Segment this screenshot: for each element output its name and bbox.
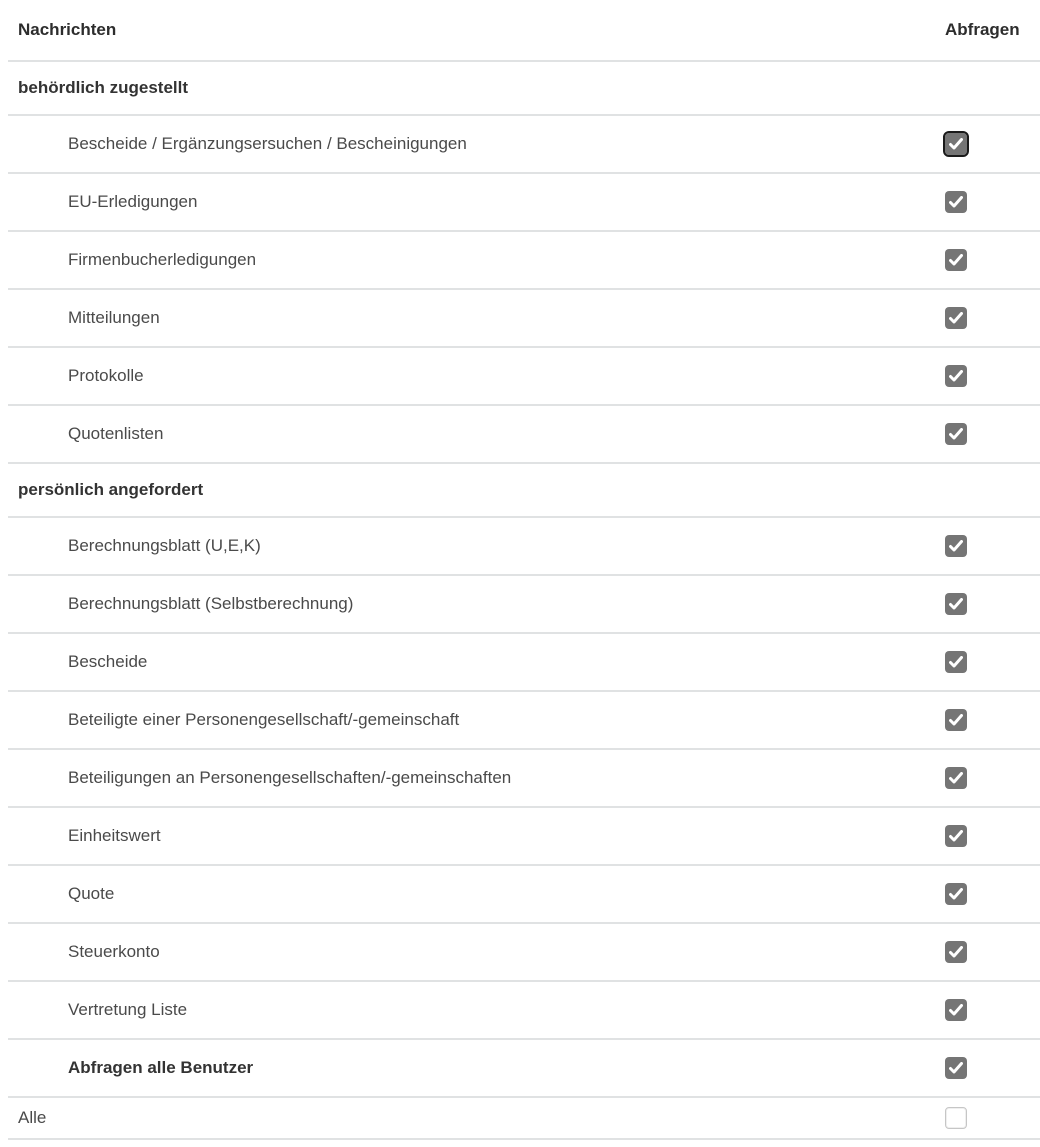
- row-label: Quotenlisten: [68, 424, 164, 443]
- check-icon: [949, 196, 963, 208]
- check-icon: [949, 312, 963, 324]
- row-checkbox[interactable]: [945, 651, 967, 673]
- table-row: [8, 406, 1040, 464]
- check-icon: [949, 138, 963, 150]
- row-label: Einheitswert: [68, 826, 161, 845]
- check-icon: [949, 656, 963, 668]
- table-row: [8, 750, 1040, 808]
- table-row: [8, 924, 1040, 982]
- row-label: Beteiligte einer Personengesellschaft/-gemeinschaft: [68, 710, 460, 729]
- row-label: Abfragen alle Benutzer: [68, 1058, 254, 1077]
- table-row: [8, 116, 1040, 174]
- section-title: behördlich zugestellt: [18, 78, 189, 97]
- row-label: Vertretung Liste: [68, 1000, 188, 1019]
- row-label: Beteiligungen an Personengesellschaften/-gemeinschaften: [68, 768, 512, 787]
- check-cell: [945, 593, 1040, 615]
- check-icon: [949, 772, 963, 784]
- check-icon: [949, 370, 963, 382]
- row-checkbox[interactable]: [945, 825, 967, 847]
- check-cell: [945, 535, 1040, 557]
- table-row-alle: [8, 1098, 1040, 1140]
- table-row: [8, 232, 1040, 290]
- row-checkbox[interactable]: [945, 365, 967, 387]
- section-title: persönlich angefordert: [18, 480, 204, 499]
- check-cell: [945, 883, 1040, 905]
- check-cell: [945, 999, 1040, 1021]
- check-cell: [945, 307, 1040, 329]
- check-cell: [945, 133, 1040, 155]
- section-header-row-1: [8, 464, 1040, 518]
- table-row: [8, 866, 1040, 924]
- check-icon: [949, 946, 963, 958]
- check-cell: [945, 423, 1040, 445]
- row-checkbox[interactable]: [945, 423, 967, 445]
- row-checkbox[interactable]: [945, 767, 967, 789]
- check-cell: [945, 1057, 1040, 1079]
- section-header-row-0: [8, 62, 1040, 116]
- check-cell: [945, 941, 1040, 963]
- check-icon: [949, 1004, 963, 1016]
- check-cell: [945, 365, 1040, 387]
- row-label: Mitteilungen: [68, 308, 160, 327]
- check-icon: [949, 598, 963, 610]
- row-checkbox[interactable]: [945, 709, 967, 731]
- table-row: [8, 576, 1040, 634]
- check-cell: [945, 1107, 1040, 1129]
- check-icon: [949, 540, 963, 552]
- row-label: Bescheide / Ergänzungsersuchen / Bescheinigungen: [68, 134, 467, 153]
- row-label: Steuerkonto: [68, 942, 160, 961]
- row-checkbox[interactable]: [945, 593, 967, 615]
- table-row: [8, 1040, 1040, 1098]
- table-row: [8, 692, 1040, 750]
- row-checkbox[interactable]: [945, 883, 967, 905]
- check-icon: [949, 254, 963, 266]
- table-row: [8, 348, 1040, 406]
- check-icon: [949, 428, 963, 440]
- row-checkbox[interactable]: [945, 307, 967, 329]
- table-row: [8, 518, 1040, 576]
- table-row: [8, 290, 1040, 348]
- check-icon: [949, 714, 963, 726]
- row-checkbox[interactable]: [945, 535, 967, 557]
- check-cell: [945, 651, 1040, 673]
- check-cell: [945, 825, 1040, 847]
- row-checkbox[interactable]: [945, 191, 967, 213]
- row-checkbox[interactable]: [945, 1057, 967, 1079]
- row-label: EU-Erledigungen: [68, 192, 198, 211]
- row-label-alle: Alle: [18, 1108, 47, 1127]
- table-row: [8, 634, 1040, 692]
- row-label: Berechnungsblatt (U,E,K): [68, 536, 261, 555]
- row-label: Bescheide: [68, 652, 148, 671]
- queries-column-header: Abfragen: [945, 20, 1020, 39]
- check-cell: [945, 709, 1040, 731]
- row-checkbox[interactable]: [945, 133, 967, 155]
- row-label: Firmenbucherledigungen: [68, 250, 257, 269]
- alle-checkbox[interactable]: [945, 1107, 967, 1129]
- check-icon: [949, 830, 963, 842]
- row-label: Quote: [68, 884, 115, 903]
- table-row: [8, 174, 1040, 232]
- messages-column-header: Nachrichten: [18, 20, 117, 39]
- row-label: Protokolle: [68, 366, 144, 385]
- row-checkbox[interactable]: [945, 941, 967, 963]
- row-checkbox[interactable]: [945, 999, 967, 1021]
- row-label: Berechnungsblatt (Selbstberechnung): [68, 594, 354, 613]
- row-checkbox[interactable]: [945, 249, 967, 271]
- check-cell: [945, 191, 1040, 213]
- table-body: [0, 62, 1040, 1098]
- check-icon: [949, 1062, 963, 1074]
- check-cell: [945, 249, 1040, 271]
- check-cell: [945, 767, 1040, 789]
- check-icon: [949, 888, 963, 900]
- table-header-row: [8, 0, 1040, 62]
- table-row: [8, 808, 1040, 866]
- table-row: [8, 982, 1040, 1040]
